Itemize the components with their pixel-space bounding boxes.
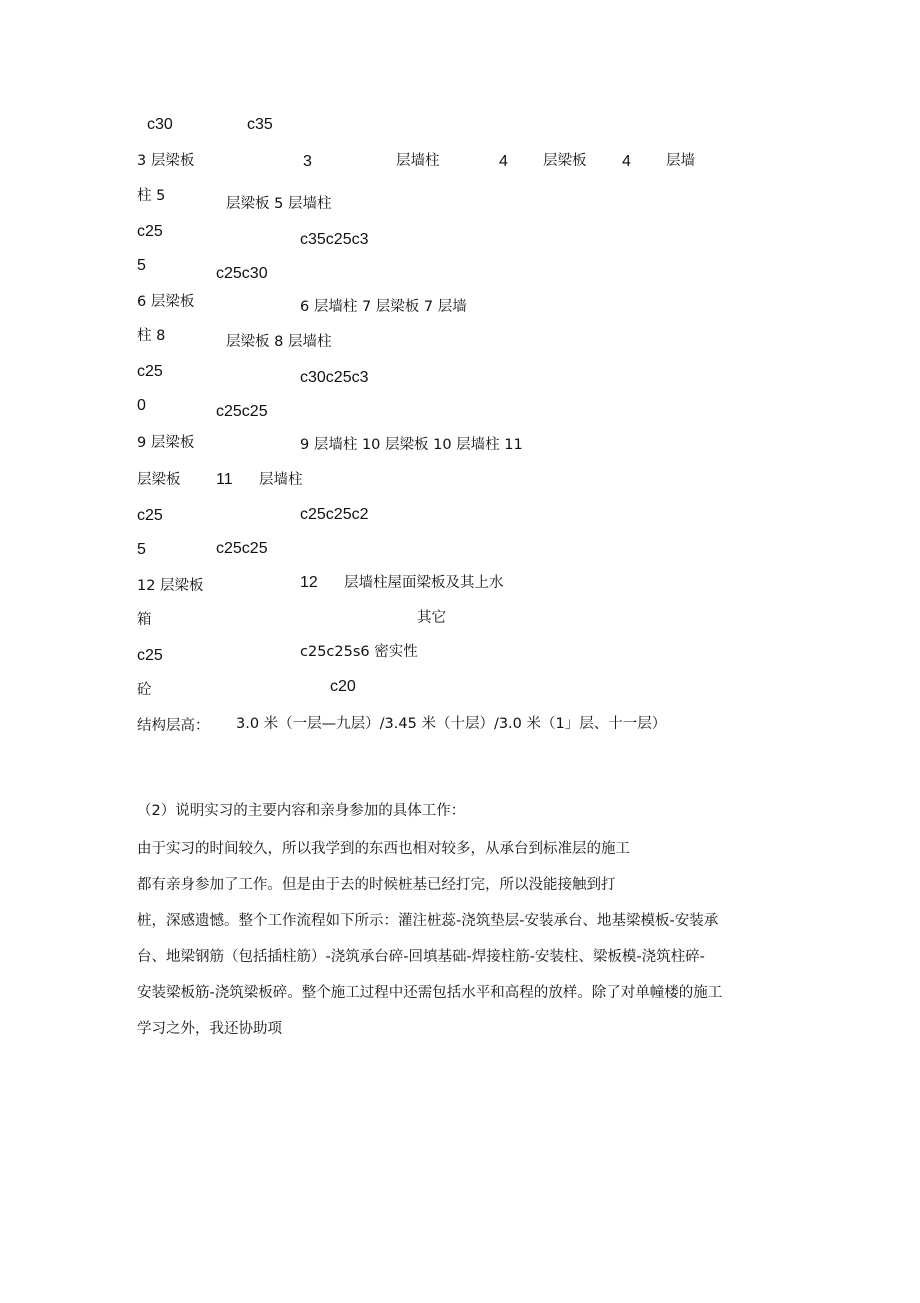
cell-r13c1: 5: [137, 541, 146, 558]
paragraph-line: 都有亲身参加了工作。但是由于去的时候桩基已经打完，所以没能接触到打: [137, 877, 616, 893]
cell-r2c7: 层墙: [666, 153, 695, 169]
cell-r7c2: 层梁板 8 层墙柱: [226, 334, 332, 350]
structure-height-value: 3.0 米（一层—九层）/3.45 米（十层）/3.0 米（1」层、十一层）: [236, 716, 667, 732]
cell-r6c1: 6 层梁板: [137, 294, 195, 310]
cell-r2c3: 层墙柱: [396, 153, 440, 169]
cell-r6c2: 6 层墙柱 7 层梁板 7 层墙: [300, 299, 467, 315]
cell-r10c2: 9 层墙柱 10 层梁板 10 层墙柱 11: [300, 437, 523, 453]
cell-r4c2: c35c25c3: [300, 231, 369, 248]
cell-r8c1: c25: [137, 363, 163, 380]
cell-r14c3: 层墙柱屋面梁板及其上水: [344, 575, 504, 591]
cell-r16c1: c25: [137, 647, 163, 664]
cell-r2c6: 4: [622, 153, 631, 170]
cell-r1c1: c30: [147, 116, 173, 133]
cell-r12c1: c25: [137, 507, 163, 524]
section-2-heading: （2）说明实习的主要内容和亲身参加的具体工作：: [137, 803, 466, 819]
paragraph-line: 桩，深感遗憾。整个工作流程如下所示：灌注桩蕊-浇筑垫层-安装承台、地基梁模板-安装承: [137, 913, 719, 929]
paragraph-line: 由于实习的时间较久，所以我学到的东西也相对较多，从承台到标准层的施工: [137, 841, 630, 857]
cell-r17c2: c20: [330, 678, 356, 695]
cell-r16c2: c25c25s6 密实性: [300, 644, 418, 660]
cell-r14c2: 12: [300, 574, 318, 591]
cell-r15c1: 箱: [137, 612, 152, 628]
cell-r2c1: 3 层梁板: [137, 153, 195, 169]
cell-r4c1: c25: [137, 223, 163, 240]
cell-r11c2: 11: [216, 471, 233, 488]
cell-r3c2: 层梁板 5 层墙柱: [226, 196, 332, 212]
cell-r11c1: 层梁板: [137, 472, 181, 488]
cell-r3c1: 柱 5: [137, 188, 166, 204]
cell-r5c1: 5: [137, 257, 146, 274]
cell-r13c2: c25c25: [216, 540, 268, 557]
cell-r9c1: 0: [137, 397, 146, 414]
cell-r12c2: c25c25c2: [300, 506, 369, 523]
cell-r10c1: 9 层梁板: [137, 435, 195, 451]
paragraph-line: 安装梁板筋-浇筑梁板碎。整个施工过程中还需包括水平和高程的放样。除了对单幢楼的施工: [137, 985, 723, 1001]
structure-height-label: 结构层高：: [137, 718, 210, 734]
cell-r11c3: 层墙柱: [259, 472, 303, 488]
cell-r1c2: c35: [247, 116, 273, 133]
paragraph-line: 学习之外，我还协助项: [137, 1021, 282, 1037]
cell-r5c2: c25c30: [216, 265, 268, 282]
cell-r14c1: 12 层梁板: [137, 578, 204, 594]
cell-r9c2: c25c25: [216, 403, 268, 420]
cell-r2c5: 层梁板: [543, 153, 587, 169]
cell-r15c2: 其它: [417, 610, 446, 626]
cell-r17c1: 砼: [137, 682, 152, 698]
cell-r8c2: c30c25c3: [300, 369, 369, 386]
cell-r2c2: 3: [303, 153, 312, 170]
paragraph-line: 台、地梁钢筋（包括插柱筋）-浇筑承台碎-回填基础-焊接柱筋-安装柱、梁板模-浇筑柱碎-: [137, 949, 705, 965]
cell-r2c4: 4: [499, 153, 508, 170]
cell-r7c1: 柱 8: [137, 328, 166, 344]
